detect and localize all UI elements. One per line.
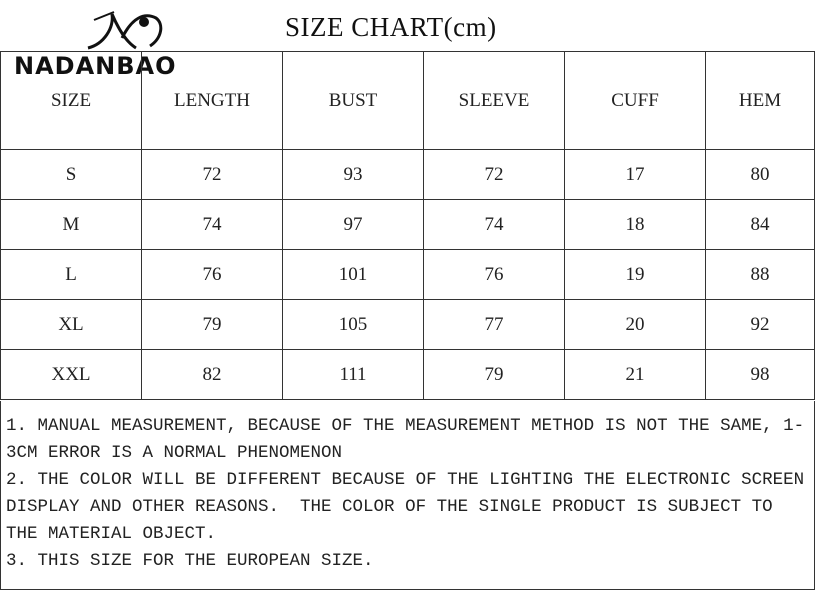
cell-cuff: 17 [565, 150, 706, 200]
note-item: 3. THIS SIZE FOR THE EUROPEAN SIZE. [6, 551, 374, 571]
cell-length: 72 [142, 150, 283, 200]
cell-size: M [1, 200, 142, 250]
cell-sleeve: 74 [424, 200, 565, 250]
table-row [1, 150, 815, 200]
cell-cuff: 18 [565, 200, 706, 250]
table-header-row [1, 52, 815, 150]
cell-size: L [1, 250, 142, 300]
header-size: SIZE [1, 52, 142, 150]
header-bust: BUST [283, 52, 424, 150]
cell-size: XXL [1, 350, 142, 400]
cell-sleeve: 76 [424, 250, 565, 300]
cell-bust: 101 [283, 250, 424, 300]
header-cuff: CUFF [565, 52, 706, 150]
brand-emblem-icon [84, 8, 184, 52]
header-sleeve: SLEEVE [424, 52, 565, 150]
note-item: 2. THE COLOR WILL BE DIFFERENT BECAUSE OF THE LIGHTING THE ELECTRONIC SCREEN DISPLAY AND OTHER REASONS. THE COLOR OF THE SINGLE PRODUCT IS SUBJECT TO THE MATERIAL OBJECT. [6, 470, 815, 544]
cell-length: 76 [142, 250, 283, 300]
cell-length: 74 [142, 200, 283, 250]
cell-hem: 88 [706, 250, 815, 300]
cell-sleeve: 72 [424, 150, 565, 200]
header-length: LENGTH [142, 52, 283, 150]
notes-section [0, 401, 815, 590]
cell-bust: 111 [283, 350, 424, 400]
cell-cuff: 19 [565, 250, 706, 300]
cell-size: XL [1, 300, 142, 350]
page-title: SIZE CHART(cm) [285, 12, 497, 42]
header-hem: HEM [706, 52, 815, 150]
cell-sleeve: 79 [424, 350, 565, 400]
brand-name: NADANBAO [14, 52, 177, 80]
table-row [1, 300, 815, 350]
cell-hem: 98 [706, 350, 815, 400]
size-table [0, 51, 815, 400]
cell-hem: 84 [706, 200, 815, 250]
note-item: 1. MANUAL MEASUREMENT, BECAUSE OF THE MEASUREMENT METHOD IS NOT THE SAME, 1-3CM ERROR IS A NORMAL PHENOMENON [6, 416, 805, 463]
table-row [1, 200, 815, 250]
cell-cuff: 20 [565, 300, 706, 350]
cell-bust: 97 [283, 200, 424, 250]
cell-size: S [1, 150, 142, 200]
cell-cuff: 21 [565, 350, 706, 400]
cell-bust: 93 [283, 150, 424, 200]
cell-hem: 80 [706, 150, 815, 200]
cell-hem: 92 [706, 300, 815, 350]
cell-sleeve: 77 [424, 300, 565, 350]
cell-length: 79 [142, 300, 283, 350]
cell-length: 82 [142, 350, 283, 400]
table-row [1, 350, 815, 400]
cell-bust: 105 [283, 300, 424, 350]
table-row [1, 250, 815, 300]
